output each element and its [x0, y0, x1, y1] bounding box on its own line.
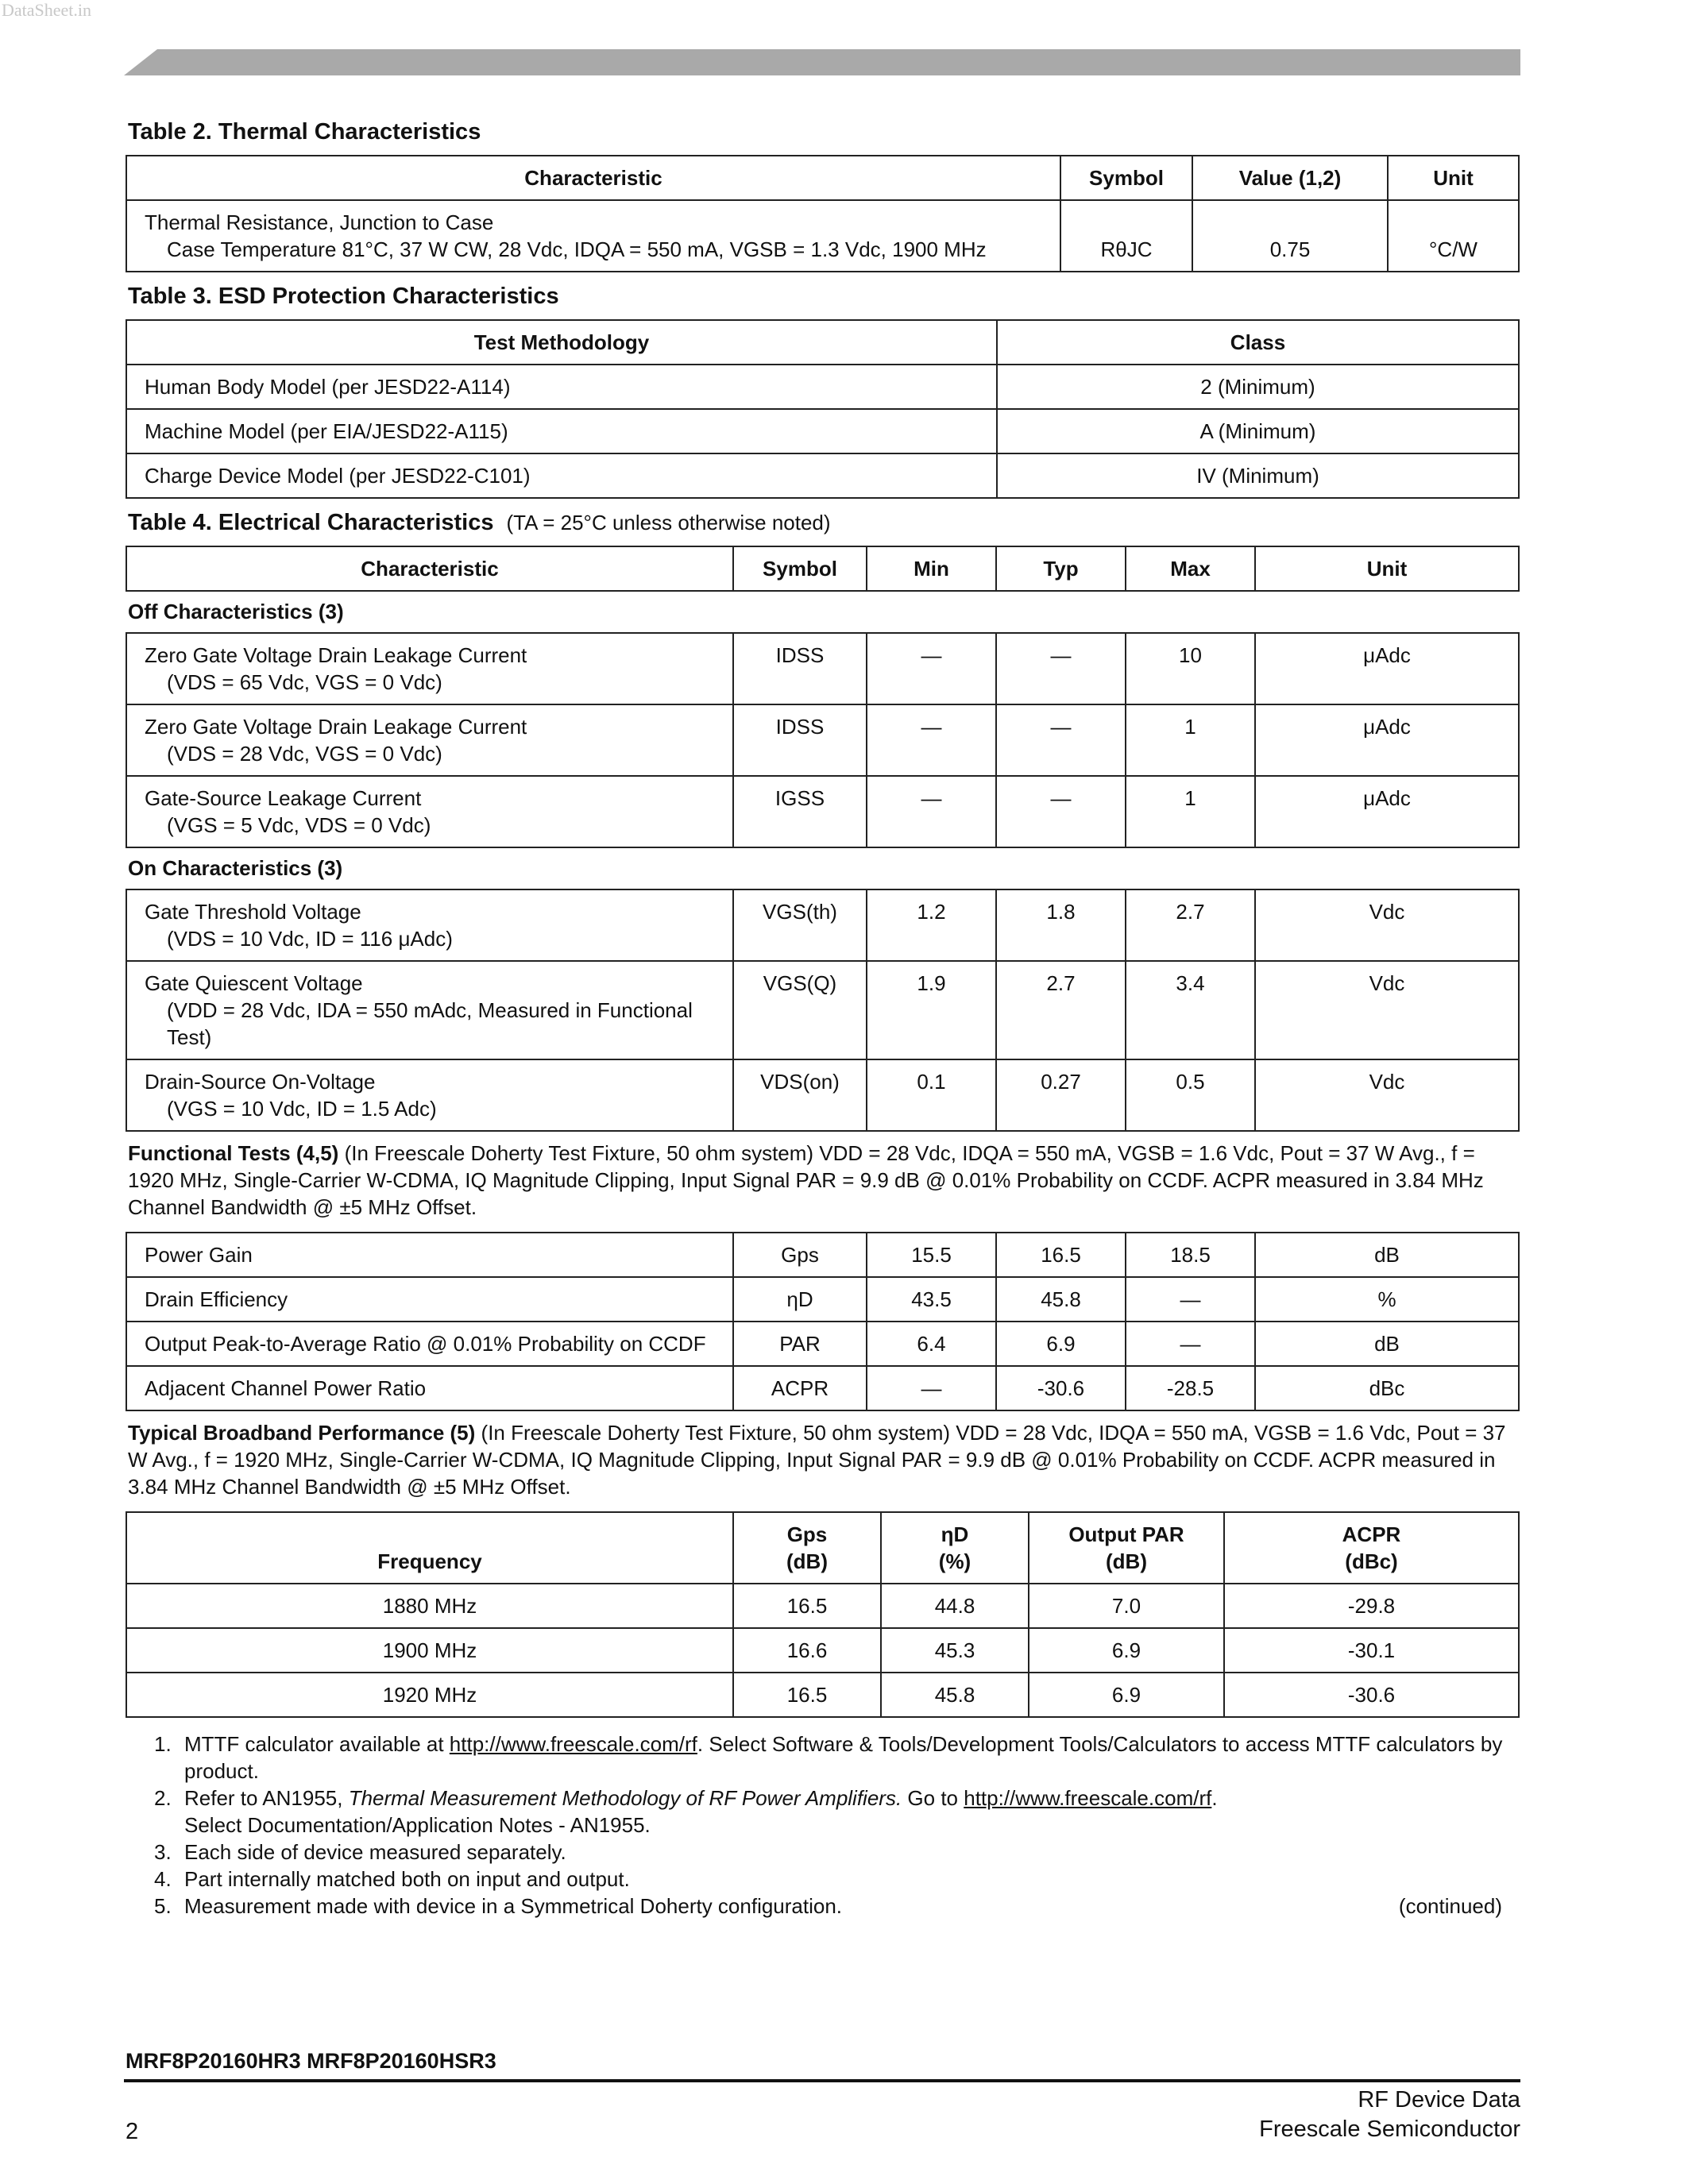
on-characteristics-table: [126, 889, 1520, 1132]
page-number: 2: [126, 2119, 139, 2144]
footnote-5: 5. Measurement made with device in a Symmetrical Doherty configuration. (continued): [154, 1894, 1502, 1918]
table-row: 1900 MHz 16.6 45.3 6.9 -30.1: [126, 1628, 1519, 1673]
th-min: Min: [867, 546, 996, 591]
table-row: [126, 200, 1519, 272]
th-characteristic: Characteristic: [126, 546, 733, 591]
thermal-value: 0.75: [1192, 200, 1388, 272]
th-frequency: Frequency: [126, 1512, 733, 1584]
off-characteristics-label: Off Characteristics (3): [128, 600, 344, 623]
th-unit: Unit: [1255, 546, 1519, 591]
broadband-note: Typical Broadband Performance (5) (In Freescale Doherty Test Fixture, 50 ohm system) VDD = 28 Vdc, IDQA = 550 mA, VGSB = 1.6 Vdc, Pout = 37 W Avg., f = 1920 MHz, Single-Carrier W-CDMA, IQ Magnitude Clipping, Input Signal PAR = 9.9 dB @ 0.01% Probability on CCDF. ACPR measured in 3.84 MHz Channel Bandwidth @ ±5 MHz Offset.: [128, 1421, 1506, 1499]
th-class: Class: [997, 320, 1519, 365]
table-row: [126, 365, 1519, 409]
electrical-condition: (TA = 25°C unless otherwise noted): [506, 511, 831, 534]
th-symbol: Symbol: [1060, 156, 1192, 200]
document-body: [126, 119, 1520, 1920]
esd-method: Human Body Model (per JESD22-A114): [126, 365, 997, 409]
esd-method: Machine Model (per EIA/JESD22-A115): [126, 409, 997, 453]
th-typ: Typ: [996, 546, 1126, 591]
functional-tests-table: [126, 1232, 1520, 1411]
thermal-row-line2: Case Temperature 81°C, 37 W CW, 28 Vdc, IDQA = 550 mA, VGSB = 1.3 Vdc, 1900 MHz: [167, 237, 987, 261]
footer-rule: [124, 2079, 1520, 2082]
functional-tests-note: Functional Tests (4,5) (In Freescale Doherty Test Fixture, 50 ohm system) VDD = 28 Vdc, IDQA = 550 mA, VGSB = 1.6 Vdc, Pout = 37 W Avg., f = 1920 MHz, Single-Carrier W-CDMA, IQ Magnitude Clipping, Input Signal PAR = 9.9 dB @ 0.01% Probability on CCDF. ACPR measured in 3.84 MHz Channel Bandwidth @ ±5 MHz Offset.: [128, 1141, 1484, 1219]
table-row: 1920 MHz 16.5 45.8 6.9 -30.6: [126, 1673, 1519, 1717]
esd-class: A (Minimum): [997, 409, 1519, 453]
continued-label: (continued): [1398, 1894, 1502, 1918]
part-numbers: MRF8P20160HR3 MRF8P20160HSR3: [126, 2049, 496, 2073]
broadband-table: Frequency Gps (dB) ηD (%) Output PAR (dB) ACPR (dBc) 1880 MHz 16.5 44.8 7.0 -29.8 1900 MHz 16.6 45.3 6.9 -30.1 1920 MHz 16.5 45.8 6.9 -30.6: [126, 1511, 1520, 1718]
thermal-unit: °C/W: [1388, 200, 1519, 272]
esd-class: 2 (Minimum): [997, 365, 1519, 409]
table-row: Gate Quiescent Voltage (VDD = 28 Vdc, IDA = 550 mAdc, Measured in Functional Test) VGS(Q) 1.9 2.7 3.4 Vdc: [126, 961, 1519, 1059]
th-max: Max: [1126, 546, 1255, 591]
th-symbol: Symbol: [733, 546, 867, 591]
thermal-row-line1: Thermal Resistance, Junction to Case: [145, 210, 494, 234]
table-row: Adjacent Channel Power Ratio ACPR — -30.6 -28.5 dBc: [126, 1366, 1519, 1410]
footnotes: [126, 1731, 1520, 1920]
thermal-table: [126, 155, 1520, 272]
electrical-table-caption: [128, 510, 1520, 536]
esd-method: Charge Device Model (per JESD22-C101): [126, 453, 997, 498]
thermal-table-caption: Table 2. Thermal Characteristics: [128, 119, 481, 145]
th-characteristic: Characteristic: [126, 156, 1060, 200]
header-bar: [124, 49, 1520, 75]
on-characteristics-label: On Characteristics (3): [128, 856, 343, 880]
watermark: DataSheet.in: [2, 0, 92, 20]
table-row: Gate Threshold Voltage (VDS = 10 Vdc, ID = 116 μAdc) VGS(th) 1.2 1.8 2.7 Vdc: [126, 889, 1519, 961]
electrical-caption-text: Table 4. Electrical Characteristics: [128, 510, 494, 535]
table-row: Drain Efficiency ηD 43.5 45.8 — %: [126, 1277, 1519, 1322]
esd-class: IV (Minimum): [997, 453, 1519, 498]
table-row: [126, 453, 1519, 498]
off-characteristics-table: [126, 632, 1520, 848]
footnote-2: 2. Refer to AN1955, Thermal Measurement Methodology of RF Power Amplifiers. Go to http://www.freescale.com/rf. Select Documentation/Application Notes - AN1955.: [154, 1786, 1218, 1837]
footnote-1: 1. MTTF calculator available at http://www.freescale.com/rf. Select Software & Tools/Development Tools/Calculators to access MTTF calculators by product.: [154, 1732, 1503, 1783]
footnote-4: 4. Part internally matched both on input and output.: [154, 1867, 630, 1891]
table-row: Drain-Source On-Voltage (VGS = 10 Vdc, ID = 1.5 Adc) VDS(on) 0.1 0.27 0.5 Vdc: [126, 1059, 1519, 1131]
table-row: Power Gain Gps 15.5 16.5 18.5 dB: [126, 1233, 1519, 1277]
table-row: Gate-Source Leakage Current (VGS = 5 Vdc, VDS = 0 Vdc) IGSS — — 1 μAdc: [126, 776, 1519, 847]
table-row: 1880 MHz 16.5 44.8 7.0 -29.8: [126, 1584, 1519, 1628]
footer-section: RF Device Data: [1358, 2087, 1520, 2113]
footer-company: Freescale Semiconductor: [1259, 2116, 1520, 2142]
th-test-methodology: Test Methodology: [126, 320, 997, 365]
thermal-symbol: RθJC: [1060, 200, 1192, 272]
footnote-3: 3. Each side of device measured separately.: [154, 1840, 566, 1864]
esd-table: [126, 319, 1520, 499]
esd-table-caption: Table 3. ESD Protection Characteristics: [128, 284, 559, 309]
freescale-rf-link[interactable]: http://www.freescale.com/rf: [449, 1732, 697, 1756]
table-row: [126, 409, 1519, 453]
electrical-header-table: [126, 546, 1520, 592]
th-value: Value (1,2): [1192, 156, 1388, 200]
table-row: Zero Gate Voltage Drain Leakage Current (VDS = 65 Vdc, VGS = 0 Vdc) IDSS — — 10 μAdc: [126, 633, 1519, 704]
th-unit: Unit: [1388, 156, 1519, 200]
table-row: Output Peak-to-Average Ratio @ 0.01% Probability on CCDF PAR 6.4 6.9 — dB: [126, 1322, 1519, 1366]
freescale-rf-link[interactable]: http://www.freescale.com/rf: [964, 1786, 1212, 1810]
table-row: Zero Gate Voltage Drain Leakage Current (VDS = 28 Vdc, VGS = 0 Vdc) IDSS — — 1 μAdc: [126, 704, 1519, 776]
